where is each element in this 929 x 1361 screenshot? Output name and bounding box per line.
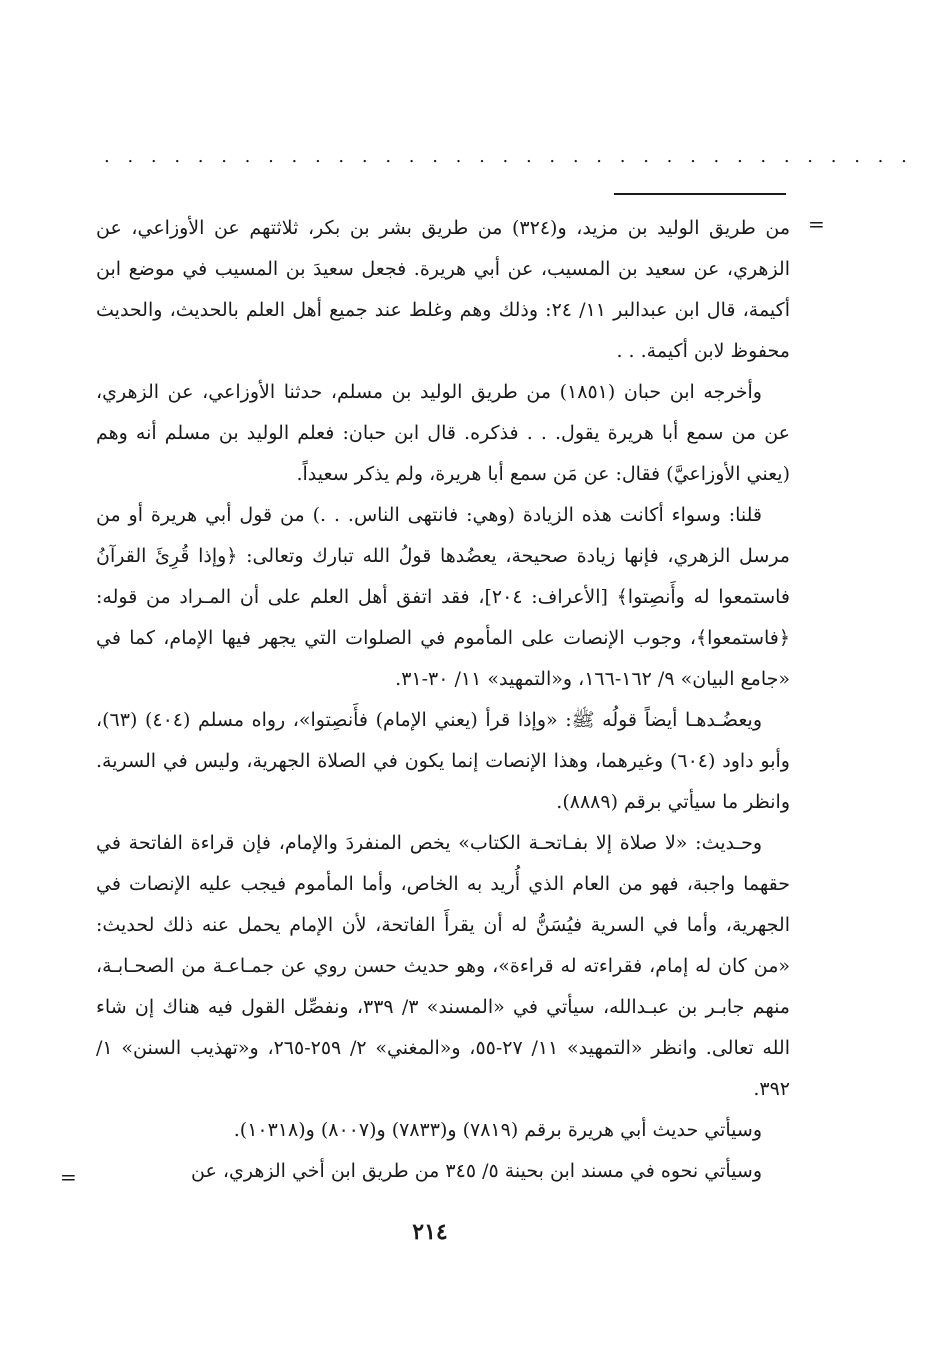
footnote-text (96, 208, 790, 1192)
continuation-mark-top: = (808, 212, 825, 236)
footnote-rule (614, 193, 786, 195)
paragraph-1: من طريق الوليد بن مزيد، و(٣٢٤) من طريق بشر بن بكر، ثلاثتهم عن الأوزاعي، عن الزهري، عن سعيد بن المسيب، عن أبي هريرة. فجعل سعيدَ بن المسيب في موضع ابن أكيمة، قال ابن عبدالبر ١١/ ٢٤: وذلك وهم وغلط عند جميع أهل العلم بالحديث، والحديث محفوظ لابن أكيمة. . . (96, 217, 791, 362)
dotted-separator: . . . . . . . . . . . . . . . . . . . . . . . . . . . . . . . . . . . (104, 146, 913, 167)
paragraph-7: وسيأتي نحوه في مسند ابن بحينة ٥/ ٣٤٥ من طريق ابن أخي الزهري، عن (191, 1160, 762, 1182)
paragraph-3: قلنا: وسواء أكانت هذه الزيادة (وهي: فانتهى الناس. . .) من قول أبي هريرة أو من مرسل الزهري، فإنها زيادة صحيحة، يعضُدها قولُ الله تبارك وتعالى: ﴿وإذا قُرِئَ القرآنُ فاستمعوا له وأَنصِتوا﴾ [الأعراف: ٢٠٤]، فقد اتفق أهل العلم على أن المـراد من قوله: ﴿فاستمعوا﴾، وجوب الإنصات على المأموم في الصلوات التي يجهر فيها الإمام، كما في «جامع البيان» ٩/ ١٦٢-١٦٦، و«التمهيد» ١١/ ٣٠-٣١. (96, 504, 791, 690)
page-number: ٢١٤ (412, 1219, 448, 1245)
paragraph-4: ويعضُـدهـا أيضاً قولُه ﷺ: «وإذا قرأ (يعني الإمام) فأَنصِتوا»، رواه مسلم (٤٠٤) (٦٣)، وأبو داود (٦٠٤) وغيرهما، وهذا الإنصات إنما يكون في الصلاة الجهرية، وليس في السرية. وانظر ما سيأتي برقم (٨٨٨٩). (96, 709, 790, 813)
continuation-mark-bottom: = (60, 1165, 77, 1189)
paragraph-5: وحـديث: «لا صلاة إلا بفـاتحـة الكتاب» يخص المنفردَ والإمام، فإن قراءة الفاتحة في حقهما واجبة، فهو من العام الذي أُريد به الخاص، وأما المأموم فيجب عليه الإنصات في الجهرية، وأما في السرية فيُسَنُّ له أن يقرأَ الفاتحة، لأن الإمام يحمل عنه ذلك لحديث: «من كان له إمام، فقراءته له قراءة»، وهو حديث حسن روي عن جمـاعـة من الصحـابـة، منهم جابـر بن عبـدالله، سيأتي في «المسند» ٣/ ٣٣٩، ونفصِّل القول فيه هناك إن شاء الله تعالى. وانظر «التمهيد» ١١/ ٢٧-٥٥، و«المغني» ٢/ ٢٥٩-٢٦٥، و«تهذيب السنن» ١/ ٣٩٢. (96, 832, 790, 1100)
paragraph-6: وسيأتي حديث أبي هريرة برقم (٧٨١٩) و(٧٨٣٣) و(٨٠٠٧) و(١٠٣١٨). (233, 1119, 762, 1141)
paragraph-2: وأخرجه ابن حبان (١٨٥١) من طريق الوليد بن مسلم، حدثنا الأوزاعي، عن الزهري، عن من سمع أبا هريرة يقول. . . فذكره. قال ابن حبان: فعلم الوليد بن مسلم أنه وهم (يعني الأوزاعيَّ) فقال: عن مَن سمع أبا هريرة، ولم يذكر سعيداً. (96, 381, 790, 485)
